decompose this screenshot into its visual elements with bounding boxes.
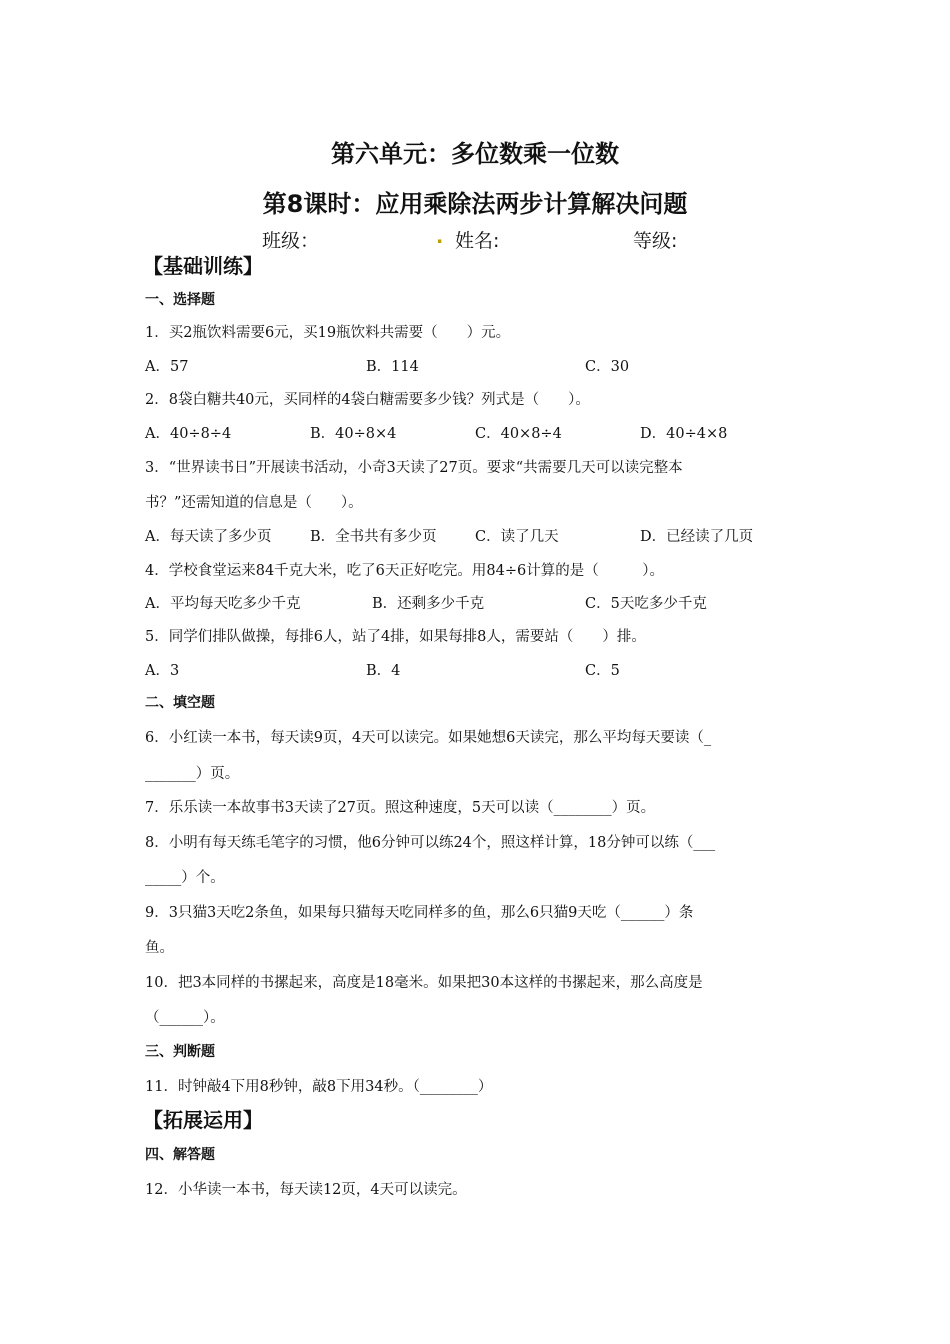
q1-option-b: B．114	[366, 359, 419, 375]
q2-option-b: B．40÷8×4	[310, 426, 397, 442]
q5-option-a: A．3	[145, 663, 180, 679]
question-2: 2．8袋白糖共40元，买同样的4袋白糖需要多少钱？列式是（ ）。	[145, 392, 590, 408]
question-9-line-1: 9．3只猫3天吃2条鱼，如果每只猫每天吃同样多的鱼，那么6只猫9天吃（______）条	[145, 905, 694, 921]
question-10-line-2: （______）。	[145, 1010, 225, 1026]
question-8-line-1: 8．小明有每天练毛笔字的习惯，他6分钟可以练24个，照这样计算，18分钟可以练（___	[145, 835, 716, 851]
q4-option-b: B．还剩多少千克	[372, 596, 485, 612]
part-choice-heading: 一、选择题	[145, 292, 215, 308]
question-9-line-2: 鱼。	[145, 940, 174, 956]
q4-option-a: A．平均每天吃多少千克	[145, 596, 301, 612]
question-11: 11．时钟敲4下用8秒钟，敲8下用34秒。（________）	[145, 1079, 493, 1095]
q2-option-a: A．40÷8÷4	[145, 426, 232, 442]
section-extension: 【拓展运用】	[143, 1108, 263, 1132]
part-judge-heading: 三、判断题	[145, 1044, 215, 1060]
question-1: 1．买2瓶饮料需要6元，买19瓶饮料共需要（ ）元。	[145, 325, 511, 341]
question-3-line-2: 书？”还需知道的信息是（ ）。	[145, 495, 363, 511]
question-8-line-2: _____）个。	[145, 870, 225, 886]
question-5: 5．同学们排队做操，每排6人，站了4排，如果每排8人，需要站（ ）排。	[145, 629, 646, 645]
q2-option-c: C．40×8÷4	[475, 426, 562, 442]
q2-option-d: D．40÷4×8	[640, 426, 728, 442]
question-4: 4．学校食堂运来84千克大米，吃了6天正好吃完。用84÷6计算的是（ ）。	[145, 563, 664, 579]
q3-option-d: D．已经读了几页	[640, 529, 754, 545]
question-6-line-1: 6．小红读一本书，每天读9页，4天可以读完。如果她想6天读完，那么平均每天要读（_	[145, 730, 712, 746]
page-title: 第六单元：多位数乘一位数	[331, 140, 619, 168]
question-10-line-1: 10．把3本同样的书摞起来，高度是18毫米。如果把30本这样的书摞起来，那么高度是	[145, 975, 703, 991]
lesson-subtitle: 第8课时：应用乘除法两步计算解决问题	[262, 190, 688, 218]
question-3-line-1: 3．“世界读书日”开展读书活动，小奇3天读了27页。要求“共需要几天可以读完整本	[145, 460, 683, 476]
q5-option-b: B．4	[366, 663, 401, 679]
question-7: 7．乐乐读一本故事书3天读了27页。照这种速度，5天可以读（________）页。	[145, 800, 656, 816]
q5-option-c: C．5	[585, 663, 620, 679]
q1-option-c: C．30	[585, 359, 630, 375]
name-label: 姓名:	[455, 230, 500, 252]
q1-option-a: A．57	[145, 359, 189, 375]
q3-option-b: B．全书共有多少页	[310, 529, 437, 545]
q3-option-c: C．读了几天	[475, 529, 559, 545]
class-label: 班级：	[262, 230, 320, 252]
q3-option-a: A．每天读了多少页	[145, 529, 272, 545]
question-6-line-2: _______）页。	[145, 766, 240, 782]
separator-dot: .	[436, 226, 444, 248]
part-fill-heading: 二、填空题	[145, 695, 215, 711]
q4-option-c: C．5天吃多少千克	[585, 596, 707, 612]
part-answer-heading: 四、解答题	[145, 1147, 215, 1163]
section-basic-training: 【基础训练】	[143, 254, 263, 278]
grade-label: 等级:	[633, 230, 678, 252]
question-12: 12．小华读一本书，每天读12页，4天可以读完。	[145, 1182, 467, 1198]
